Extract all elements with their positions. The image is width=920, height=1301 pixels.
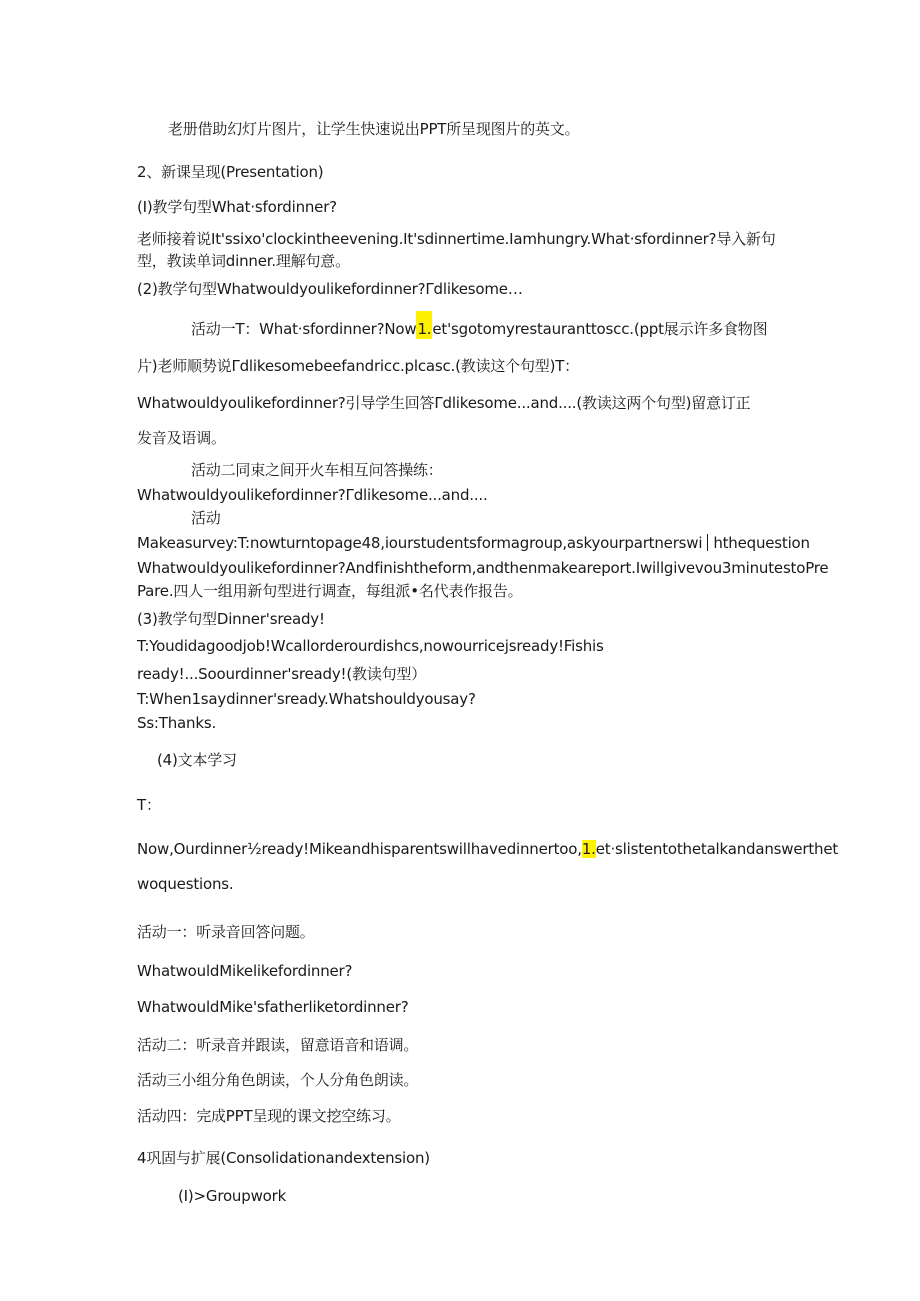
- paragraph-line: Whatwouldyoulikefordinner?Γdlikesome...and....: [137, 486, 488, 504]
- text-run: et'sgotomyrestauranttoscc.(ppt展示许多食物图: [432, 320, 768, 338]
- text-run: 活动一T：What·sfordinner?Now: [191, 320, 417, 338]
- paragraph-line: woquestions.: [137, 875, 234, 893]
- paragraph-line-activity: 活动二：听录音并跟读，留意语音和语调。: [137, 1036, 419, 1054]
- paragraph-line: [137, 839, 838, 859]
- text-run: Now,Ourdinner½ready!Mikeandhisparentswillhavedinnertoo,: [137, 840, 582, 858]
- paragraph-line-activity: 活动四：完成PPT呈现的课文挖空练习。: [137, 1107, 401, 1125]
- subheading-2: (2)教学句型Whatwouldyoulikefordinner?Γdlikesome…: [137, 280, 523, 298]
- vertical-bar: [707, 534, 708, 551]
- paragraph-line-activity: 活动三小组分角色朗读，个人分角色朗读。: [137, 1071, 419, 1089]
- paragraph-line-activity-1: [191, 319, 767, 339]
- paragraph-line: 型，教读单词dinner.理解句意。: [137, 252, 350, 270]
- highlighted-text: 1.: [581, 840, 596, 858]
- paragraph-line: Pare.四人一组用新句型进行调查，每组派•名代表作报告。: [137, 582, 523, 600]
- text-run: Makeasurvey:T:nowturntopage48,iourstudentsformagroup,askyourpartnerswi: [137, 534, 703, 552]
- paragraph-line: T:When1saydinner'sready.Whatshouldyousay?: [137, 690, 476, 708]
- paragraph-line: Ss:Thanks.: [137, 714, 217, 732]
- paragraph-intro: 老册借助幻灯片图片，让学生快速说出PPT所呈现图片的英文。: [168, 120, 580, 138]
- paragraph-line: Whatwouldyoulikefordinner?Andfinishtheform,andthenmakeareport.Iwillgivevou3minutestoPre: [137, 559, 829, 577]
- question-line: WhatwouldMike'sfatherliketordinner?: [137, 998, 409, 1016]
- subheading-1: (I)教学句型What·sfordinner?: [137, 198, 337, 216]
- paragraph-line-activity: 活动一：听录音回答问题。: [137, 923, 315, 941]
- paragraph-line: ready!...Soourdinner'sready!(教读句型）: [137, 665, 427, 683]
- section-heading-presentation: 2、新课呈现(Presentation): [137, 163, 324, 181]
- subheading-3: (3)教学句型Dinner'sready!: [137, 610, 325, 628]
- paragraph-line-activity-3: 活动: [191, 509, 221, 527]
- subheading-groupwork: (I)>Groupwork: [178, 1187, 287, 1205]
- text-run: hthequestion: [713, 534, 810, 552]
- paragraph-line: 发音及语调。: [137, 429, 226, 447]
- paragraph-line: 片)老师顺势说Γdlikesomebeefandricc.plcasc.(教读这个句型)T：: [137, 357, 579, 375]
- paragraph-line: Whatwouldyoulikefordinner?引导学生回答Γdlikesome...and....(教读这两个句型)留意订正: [137, 394, 751, 412]
- highlighted-text: 1.: [416, 311, 432, 339]
- section-heading-consolidation: 4巩固与扩展(Consolidationandextension): [137, 1149, 430, 1167]
- paragraph-line-activity-2: 活动二同束之间开火车相互问答操练：: [191, 461, 443, 479]
- paragraph-line: T:Youdidagoodjob!Wcallorderourdishcs,nowourricejsready!Fishis: [137, 637, 604, 655]
- question-line: WhatwouldMikelikefordinner?: [137, 962, 353, 980]
- paragraph-line: T：: [137, 796, 161, 814]
- paragraph-line: [137, 533, 810, 553]
- paragraph-line: 老师接着说It'ssixo'clockintheevening.It'sdinnertime.Iamhungry.What·sfordinner?导入新句: [137, 230, 776, 248]
- text-run: et·slistentothetalkandanswerthet: [595, 840, 839, 858]
- subheading-4: (4)文本学习: [157, 751, 237, 769]
